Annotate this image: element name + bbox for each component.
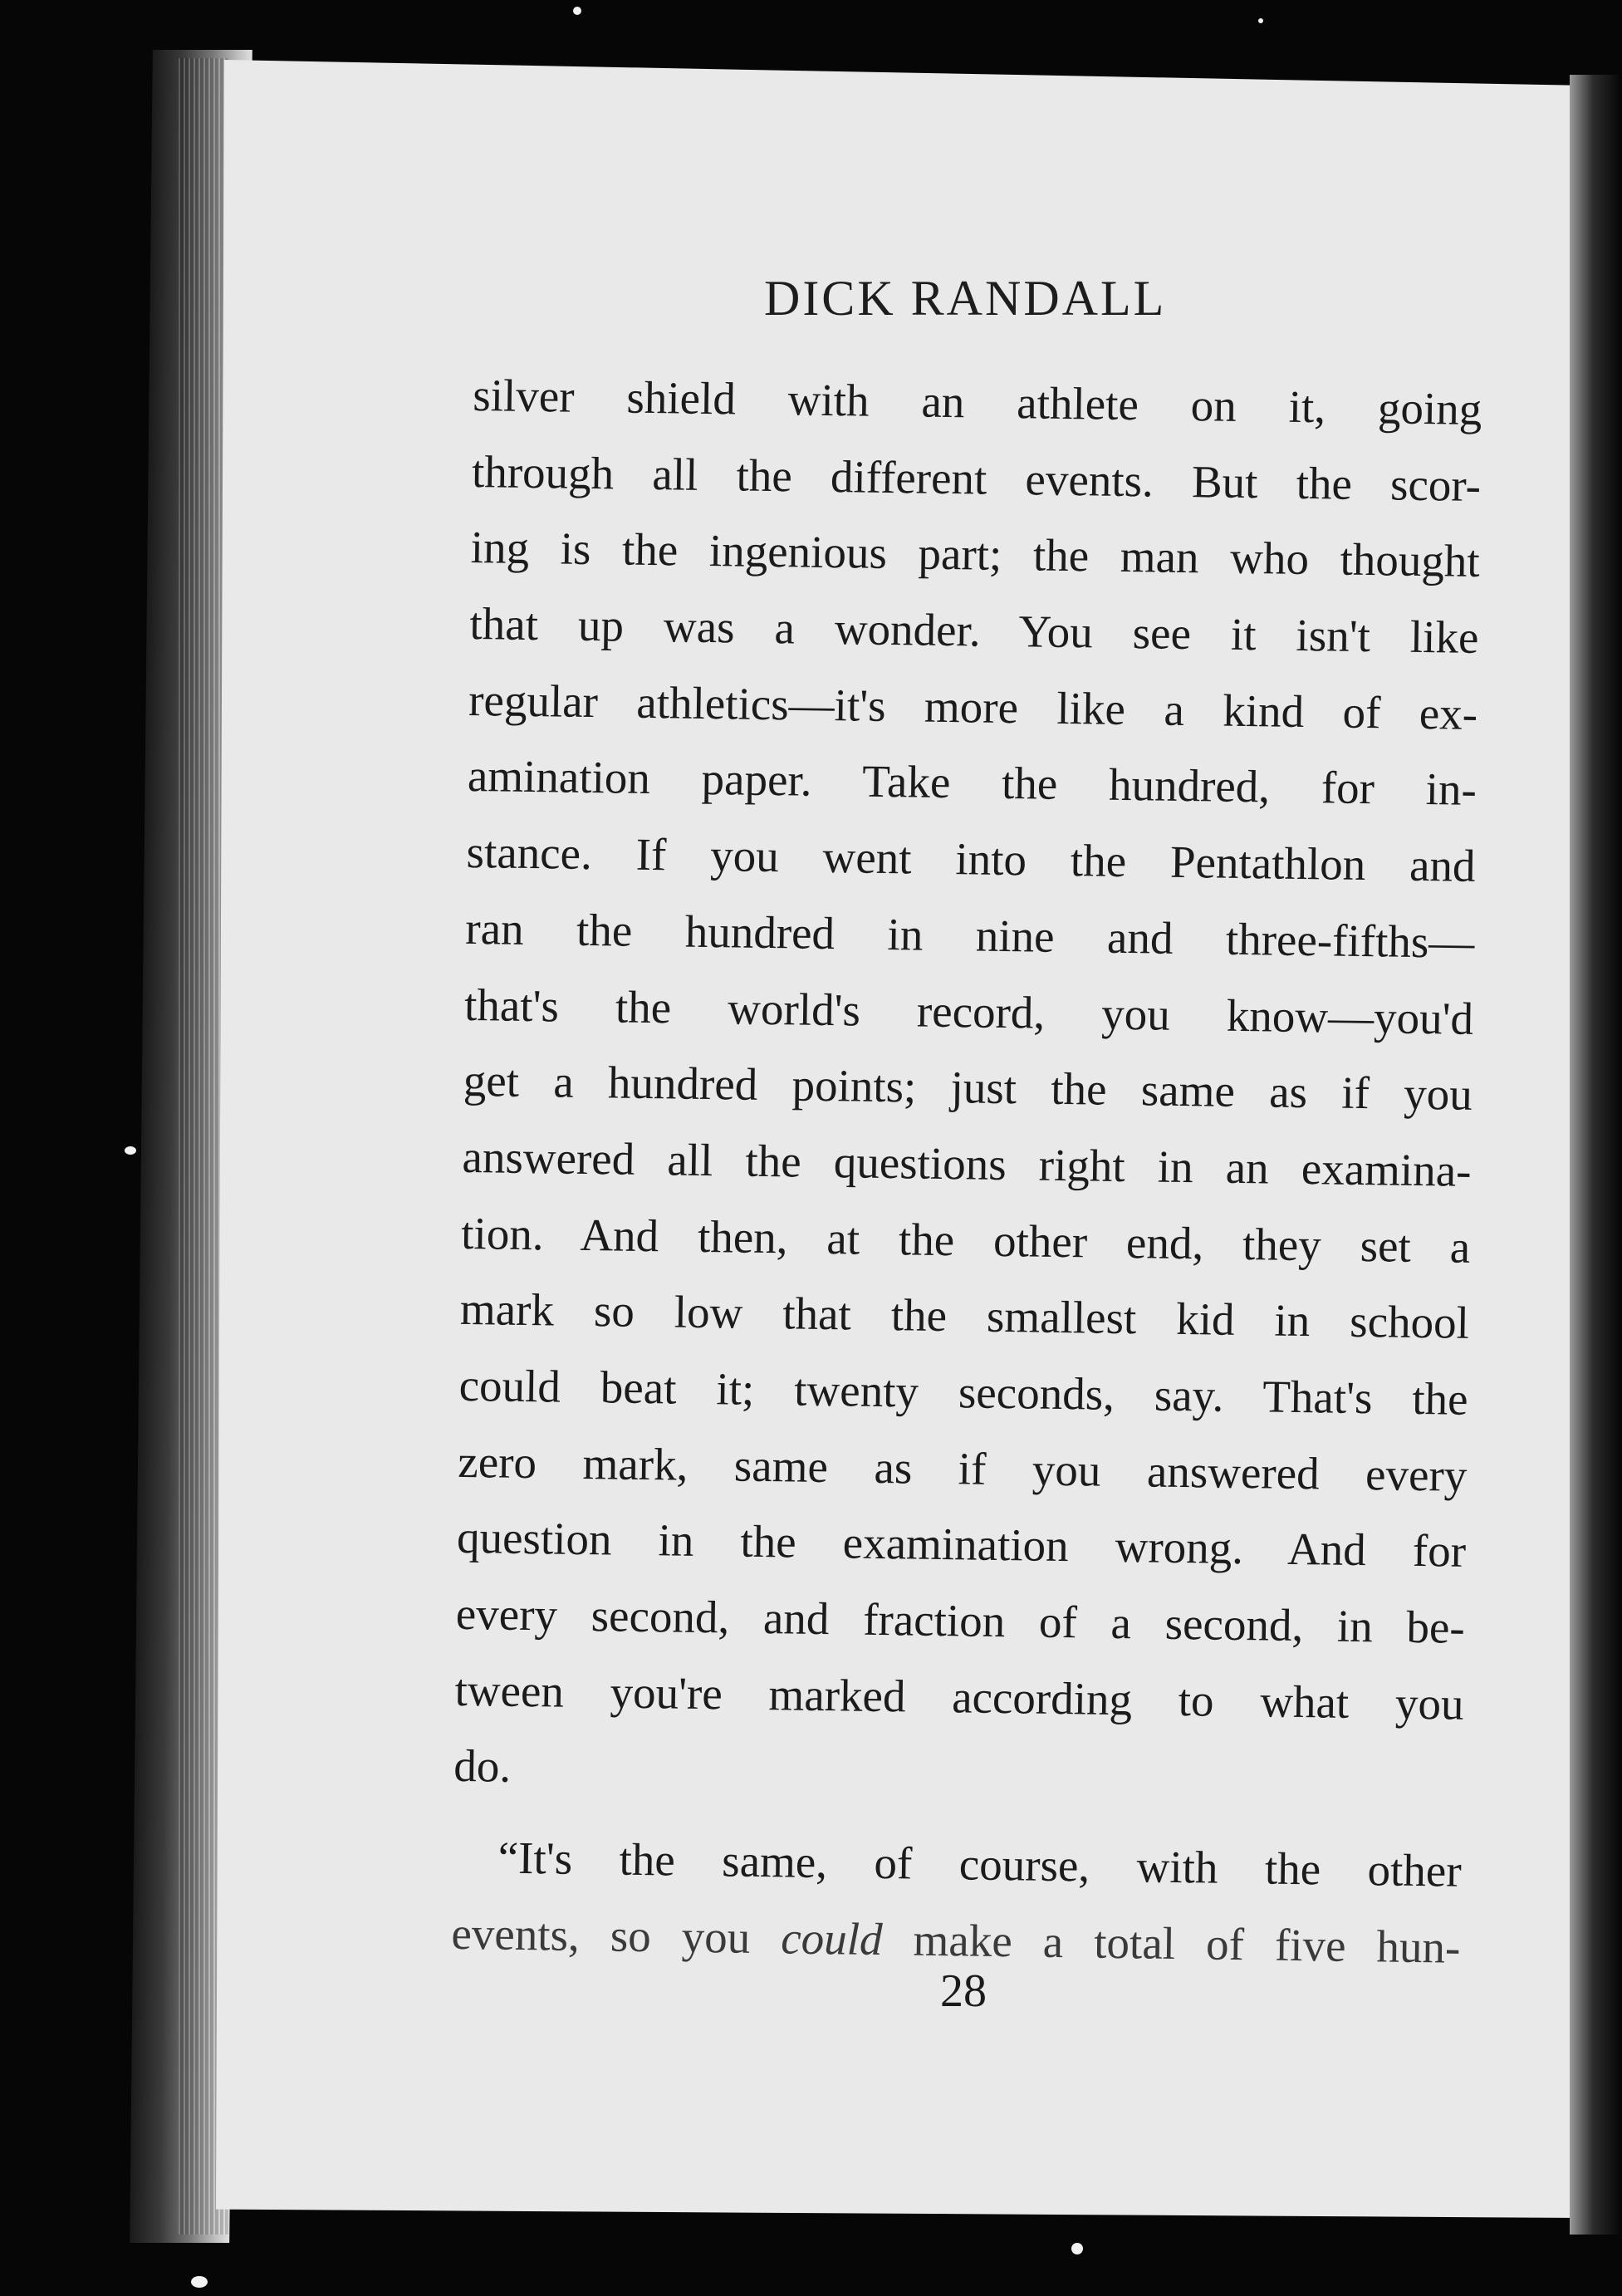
text-line: tween you're marked according to what you	[454, 1664, 1464, 1729]
text-line: stance. If you went into the Pentathlon and	[466, 827, 1476, 892]
text-line: ran the hundred in nine and three-fifths—	[464, 902, 1475, 968]
scan-speck	[191, 2276, 208, 2288]
text-line: through all the different events. But the scor-	[471, 445, 1482, 511]
scan-speck	[573, 7, 581, 15]
text-line: zero mark, same as if you answered every	[458, 1435, 1468, 1501]
text-run: events, so you	[451, 1907, 782, 1964]
text-line: could beat it; twenty seconds, say. That's the	[458, 1359, 1469, 1425]
italic-word: could	[780, 1912, 883, 1965]
text-line: “It's the same, of course, with the other	[497, 1832, 1463, 1896]
text-line: mark so low that the smallest kid in school	[459, 1283, 1470, 1349]
text-line: get a hundred points; just the same as if you	[463, 1055, 1473, 1121]
text-line: that's the world's record, you know—you'd	[463, 979, 1474, 1044]
scan-speck	[1258, 18, 1263, 23]
text-line: question in the examination wrong. And for	[456, 1512, 1467, 1577]
body-text	[451, 357, 1482, 1985]
text-run: make a total of five hun-	[882, 1913, 1461, 1973]
running-head: DICK RANDALL	[764, 271, 1167, 326]
page-number: 28	[940, 1965, 987, 2017]
text-line: ing is the ingenious part; the man who thought	[470, 522, 1481, 587]
page-right-shadow	[1570, 75, 1622, 2235]
text-line: tion. And then, at the other end, they set a	[460, 1207, 1471, 1273]
text-line: regular athletics—it's more like a kind of ex-	[468, 674, 1478, 739]
scan-speck	[125, 1146, 136, 1155]
text-line: answered all the questions right in an examina-	[462, 1131, 1472, 1196]
text-line: every second, and fraction of a second, in be-	[455, 1587, 1466, 1653]
text-line: that up was a wonder. You see it isn't like	[469, 598, 1479, 663]
text-line: silver shield with an athlete on it, going	[472, 369, 1482, 434]
text-line: amination paper. Take the hundred, for in-	[467, 750, 1477, 816]
text-line: do.	[453, 1740, 512, 1793]
scan-speck	[1071, 2243, 1083, 2254]
